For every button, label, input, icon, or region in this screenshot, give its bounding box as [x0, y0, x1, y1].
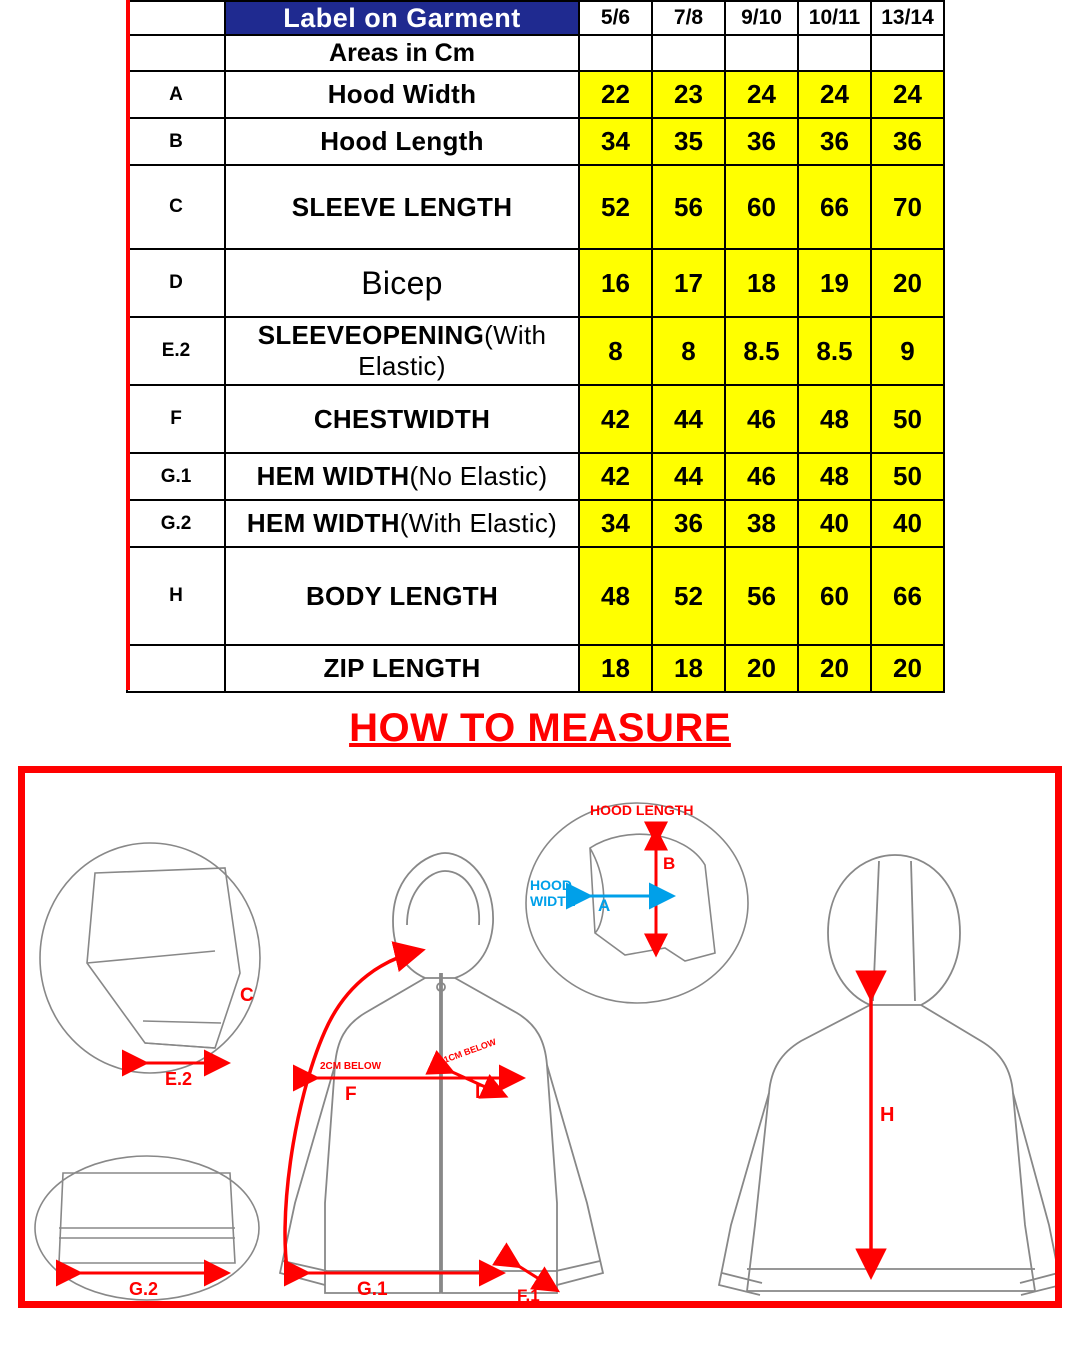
bicep-note-callout: 1CM BELOW [442, 1036, 498, 1065]
row-value: 24 [871, 71, 944, 118]
row-area: BODY LENGTH [225, 547, 579, 645]
row-value: 50 [871, 453, 944, 500]
sleeve-opening-detail [40, 843, 260, 1073]
areas-in-cm-label: Areas in Cm [225, 35, 579, 71]
row-code: G.1 [127, 453, 225, 500]
size-chart-table [126, 0, 945, 693]
row-code: D [127, 249, 225, 317]
row-value: 36 [871, 118, 944, 165]
areas-blank-1 [579, 35, 652, 71]
header-size-5-6: 5/6 [579, 1, 652, 35]
row-value: 8 [579, 317, 652, 385]
row-value: 36 [725, 118, 798, 165]
row-value: 60 [725, 165, 798, 249]
table-row [127, 645, 944, 692]
row-area: Bicep [225, 249, 579, 317]
row-code: B [127, 118, 225, 165]
header-size-7-8: 7/8 [652, 1, 725, 35]
row-value: 23 [652, 71, 725, 118]
row-value: 9 [871, 317, 944, 385]
row-value: 24 [798, 71, 871, 118]
areas-blank-2 [652, 35, 725, 71]
row-value: 20 [725, 645, 798, 692]
areas-blank-3 [725, 35, 798, 71]
hood-width-callout-line2: WIDTH [530, 893, 576, 909]
row-area: Hood Width [225, 71, 579, 118]
table-row [127, 165, 944, 249]
header-size-9-10: 9/10 [725, 1, 798, 35]
row-area: SLEEVE LENGTH [225, 165, 579, 249]
row-value: 46 [725, 385, 798, 453]
table-row [127, 453, 944, 500]
row-value: 18 [652, 645, 725, 692]
marker-e2-label: E.2 [165, 1069, 193, 1089]
row-value: 48 [798, 385, 871, 453]
row-area: CHESTWIDTH [225, 385, 579, 453]
row-value: 20 [798, 645, 871, 692]
areas-blank-cell [127, 35, 225, 71]
row-value: 52 [579, 165, 652, 249]
row-value: 8.5 [725, 317, 798, 385]
table-header-row [127, 1, 944, 35]
table-red-left-border [126, 0, 130, 690]
marker-c-label: C [240, 985, 254, 1006]
marker-f-label: F [345, 1084, 357, 1105]
row-value: 48 [798, 453, 871, 500]
table-row [127, 385, 944, 453]
row-code: A [127, 71, 225, 118]
marker-h-label: H [880, 1104, 895, 1126]
row-value: 42 [579, 385, 652, 453]
row-value: 20 [871, 249, 944, 317]
row-value: 56 [652, 165, 725, 249]
row-value: 44 [652, 453, 725, 500]
marker-b-label: B [663, 854, 676, 873]
row-area-main: HEM WIDTH [256, 461, 410, 491]
row-code: F [127, 385, 225, 453]
c-measure-arrow [285, 951, 419, 1281]
table-row [127, 500, 944, 547]
row-value: 36 [652, 500, 725, 547]
row-value: 66 [871, 547, 944, 645]
row-area: ZIP LENGTH [225, 645, 579, 692]
table-row [127, 71, 944, 118]
row-value: 52 [652, 547, 725, 645]
row-area [225, 317, 579, 385]
marker-d-label: D [475, 1082, 489, 1103]
header-label-on-garment: Label on Garment [225, 1, 579, 35]
back-hoodie-illustration [719, 855, 1055, 1295]
row-value: 48 [579, 547, 652, 645]
table-row [127, 317, 944, 385]
row-value: 36 [798, 118, 871, 165]
row-area-note: (No Elastic) [409, 461, 548, 491]
row-value: 8 [652, 317, 725, 385]
row-value: 40 [871, 500, 944, 547]
row-value: 18 [725, 249, 798, 317]
row-code: E.2 [127, 317, 225, 385]
row-value: 50 [871, 385, 944, 453]
row-code: H [127, 547, 225, 645]
marker-f1-label: F.1 [517, 1286, 540, 1301]
row-value: 56 [725, 547, 798, 645]
row-value: 8.5 [798, 317, 871, 385]
chest-note-callout: 2CM BELOW [320, 1061, 382, 1072]
row-value: 42 [579, 453, 652, 500]
row-code: C [127, 165, 225, 249]
row-value: 60 [798, 547, 871, 645]
table-row [127, 249, 944, 317]
how-to-measure-diagram [18, 766, 1062, 1308]
table-row [127, 547, 944, 645]
row-value: 46 [725, 453, 798, 500]
header-size-13-14: 13/14 [871, 1, 944, 35]
areas-blank-5 [871, 35, 944, 71]
hood-length-callout: HOOD LENGTH [590, 802, 694, 818]
areas-blank-4 [798, 35, 871, 71]
row-area [225, 500, 579, 547]
row-value: 38 [725, 500, 798, 547]
marker-a-label: A [598, 896, 611, 915]
page-title: HOW TO MEASURE [349, 706, 731, 750]
marker-g1-label: G.1 [357, 1279, 388, 1300]
row-value: 17 [652, 249, 725, 317]
row-area-main: HEM WIDTH [246, 508, 400, 538]
row-value: 34 [579, 118, 652, 165]
row-value: 18 [579, 645, 652, 692]
header-blank-cell [127, 1, 225, 35]
row-value: 66 [798, 165, 871, 249]
row-area-note: (With Elastic) [399, 508, 558, 538]
row-value: 19 [798, 249, 871, 317]
row-value: 44 [652, 385, 725, 453]
hood-width-callout-line1: HOOD [530, 877, 572, 893]
row-value: 20 [871, 645, 944, 692]
row-value: 40 [798, 500, 871, 547]
areas-in-cm-row [127, 35, 944, 71]
front-hoodie-illustration [280, 853, 603, 1293]
row-value: 16 [579, 249, 652, 317]
row-value: 34 [579, 500, 652, 547]
row-code [127, 645, 225, 692]
row-area [225, 453, 579, 500]
row-value: 24 [725, 71, 798, 118]
header-size-10-11: 10/11 [798, 1, 871, 35]
row-value: 22 [579, 71, 652, 118]
row-value: 35 [652, 118, 725, 165]
row-area-main: SLEEVEOPENING [257, 320, 485, 350]
table-row [127, 118, 944, 165]
row-code: G.2 [127, 500, 225, 547]
row-area-note: (With Elastic) [358, 320, 547, 381]
marker-g2-label: G.2 [129, 1279, 159, 1299]
row-area: Hood Length [225, 118, 579, 165]
row-value: 70 [871, 165, 944, 249]
